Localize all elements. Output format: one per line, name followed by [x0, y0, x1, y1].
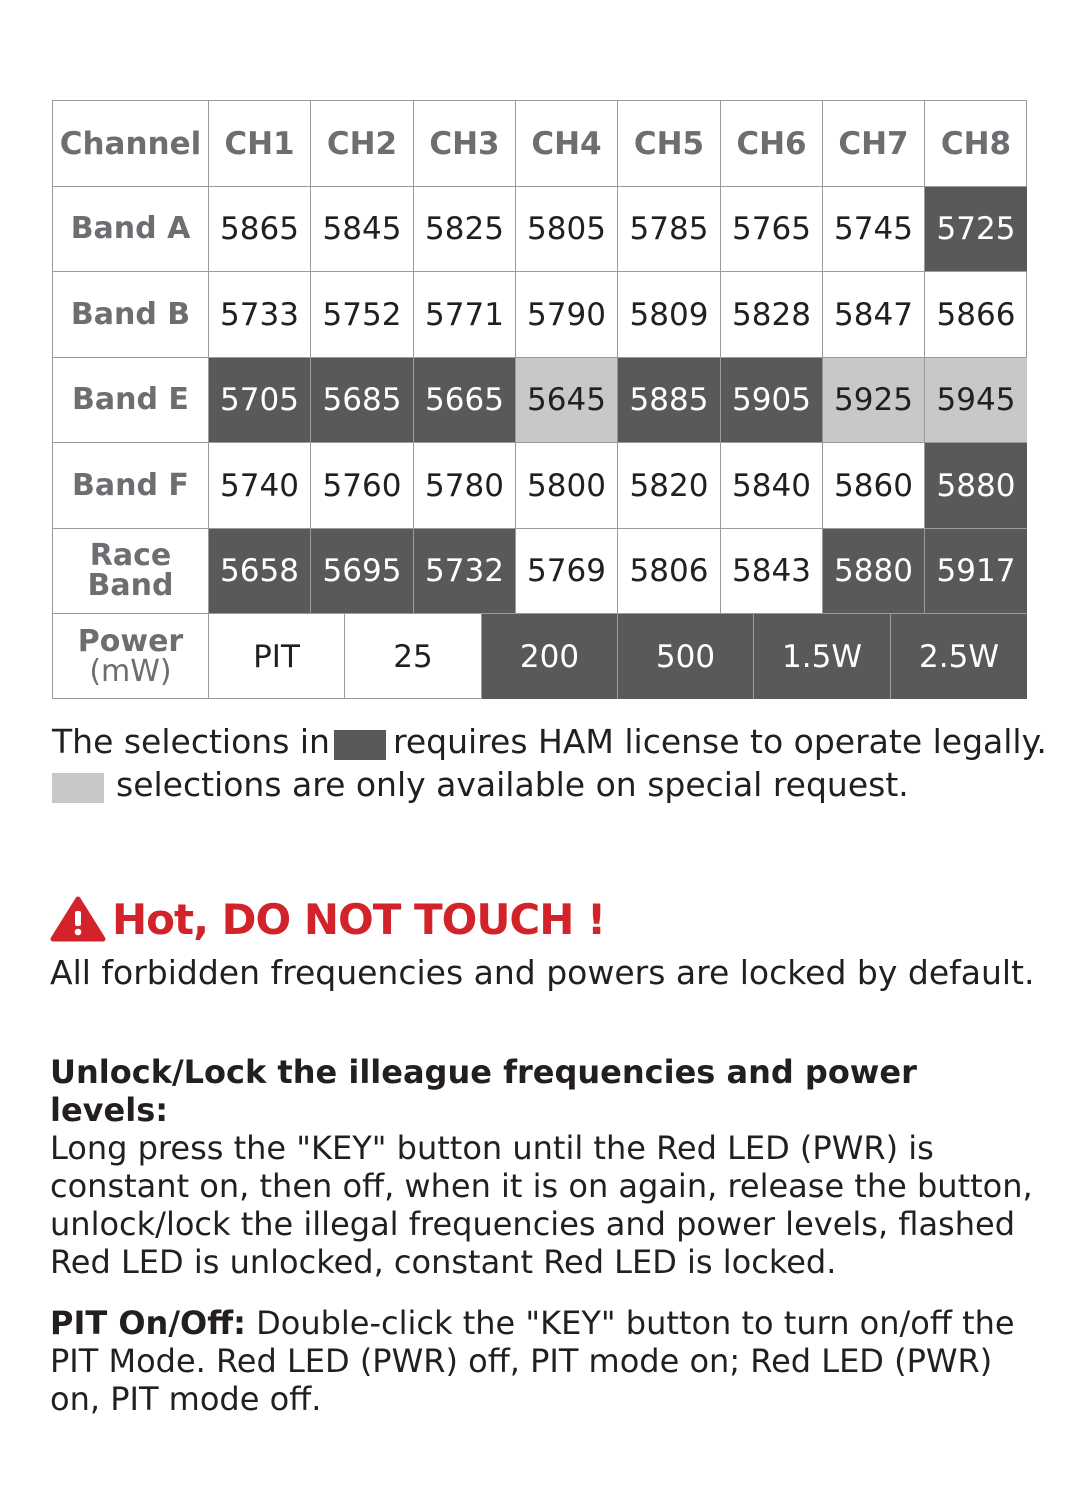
band-label-line1: Race: [89, 538, 172, 573]
frequency-cell: 5860: [823, 443, 925, 529]
frequency-cell: 5645: [516, 358, 618, 443]
legend-dark-swatch: [334, 730, 386, 760]
warning-triangle-icon: [50, 896, 106, 942]
channel-header-ch3: CH3: [414, 101, 516, 187]
frequency-cell: 5665: [414, 358, 516, 443]
frequency-cell: 5806: [618, 529, 721, 614]
frequency-cell: 5695: [311, 529, 414, 614]
frequency-cell: 5800: [516, 443, 618, 529]
frequency-cell: 5843: [721, 529, 823, 614]
channel-header-ch6: CH6: [721, 101, 823, 187]
channel-header-ch8: CH8: [925, 101, 1027, 187]
legend-dark-text: requires HAM license to operate legally.: [393, 722, 1047, 761]
pit-section: [50, 1304, 1040, 1418]
power-cell: 1.5W: [754, 614, 891, 699]
frequency-cell: 5805: [516, 187, 618, 272]
channel-header-ch4: CH4: [516, 101, 618, 187]
power-cell: 500: [618, 614, 754, 699]
frequency-cell: 5865: [209, 187, 311, 272]
frequency-cell: 5760: [311, 443, 414, 529]
pit-body: Double-click the "KEY" button to turn on/off the PIT Mode. Red LED (PWR) off, PIT mode on; Red LED (PWR) on, PIT mode off.: [50, 1304, 1015, 1418]
power-label: [53, 614, 209, 699]
unlock-section: [50, 1053, 1040, 1281]
frequency-cell: 5740: [209, 443, 311, 529]
band-label: Band A: [53, 187, 209, 272]
power-cell: 200: [482, 614, 618, 699]
frequency-cell: 5820: [618, 443, 721, 529]
channel-header-ch1: CH1: [209, 101, 311, 187]
frequency-cell: 5769: [516, 529, 618, 614]
band-label: Band B: [53, 272, 209, 358]
pit-heading: PIT On/Off:: [50, 1304, 246, 1342]
power-label-line2: (mW): [89, 653, 172, 689]
band-label: Band E: [53, 358, 209, 443]
frequency-cell: 5685: [311, 358, 414, 443]
channel-header-ch5: CH5: [618, 101, 721, 187]
frequency-cell: 5745: [823, 187, 925, 272]
frequency-cell: 5705: [209, 358, 311, 443]
legend-light-text: selections are only available on special request.: [116, 765, 909, 804]
warning-subtitle: All forbidden frequencies and powers are locked by default.: [50, 953, 1035, 992]
band-label-line2: Band: [87, 568, 174, 603]
warning-title: Hot, DO NOT TOUCH !: [112, 895, 606, 944]
frequency-cell: 5733: [209, 272, 311, 358]
frequency-cell: 5790: [516, 272, 618, 358]
frequency-cell: 5885: [618, 358, 721, 443]
frequency-cell: 5725: [925, 187, 1027, 272]
frequency-cell: 5925: [823, 358, 925, 443]
frequency-cell: 5845: [311, 187, 414, 272]
frequency-cell: 5847: [823, 272, 925, 358]
frequency-cell: 5785: [618, 187, 721, 272]
band-label: [53, 529, 209, 614]
frequency-cell: 5732: [414, 529, 516, 614]
band-label: Band F: [53, 443, 209, 529]
legend-dark-prefix: The selections in: [52, 722, 330, 761]
channel-header: Channel: [53, 101, 209, 187]
channel-header-ch2: CH2: [311, 101, 414, 187]
frequency-cell: 5780: [414, 443, 516, 529]
frequency-cell: 5880: [925, 443, 1027, 529]
frequency-cell: 5880: [823, 529, 925, 614]
frequency-cell: 5809: [618, 272, 721, 358]
power-cell: 2.5W: [891, 614, 1027, 699]
power-label-line1: Power: [77, 623, 184, 659]
frequency-cell: 5866: [925, 272, 1027, 358]
frequency-cell: 5771: [414, 272, 516, 358]
frequency-cell: 5905: [721, 358, 823, 443]
unlock-body: Long press the "KEY" button until the Red LED (PWR) is constant on, then off, when it is on again, release the button, unlock/lock the illegal frequencies and power levels, flashed Red LED is unlocked, constant Red LED is locked.: [50, 1129, 1033, 1281]
legend-light-swatch: [52, 773, 104, 803]
frequency-cell: 5765: [721, 187, 823, 272]
frequency-cell: 5658: [209, 529, 311, 614]
frequency-table: [52, 100, 1027, 699]
unlock-heading: Unlock/Lock the illeague frequencies and power levels:: [50, 1053, 917, 1129]
frequency-cell: 5828: [721, 272, 823, 358]
frequency-cell: 5840: [721, 443, 823, 529]
frequency-cell: 5752: [311, 272, 414, 358]
power-cell: 25: [345, 614, 482, 699]
power-cell: PIT: [209, 614, 345, 699]
channel-header-ch7: CH7: [823, 101, 925, 187]
frequency-cell: 5825: [414, 187, 516, 272]
frequency-cell: 5945: [925, 358, 1027, 443]
frequency-cell: 5917: [925, 529, 1027, 614]
